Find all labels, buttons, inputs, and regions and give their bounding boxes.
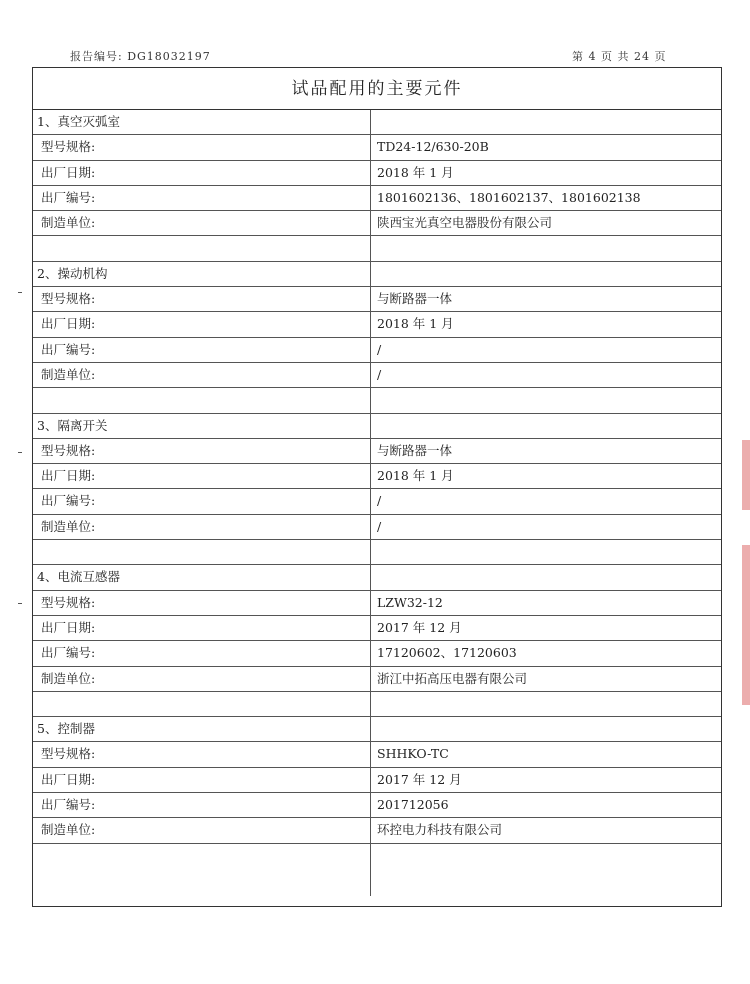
field-value <box>371 414 721 438</box>
field-value <box>371 236 721 260</box>
binding-mark <box>18 452 22 453</box>
field-value: / <box>377 518 382 534</box>
blank-row <box>33 692 721 717</box>
field-value <box>371 540 721 564</box>
table-title: 试品配用的主要元件 <box>33 68 721 110</box>
field-value: 2018 年 1 月 <box>377 164 454 180</box>
table-row <box>33 287 721 312</box>
field-label: 型号规格: <box>33 287 371 311</box>
field-label: 型号规格: <box>33 439 371 463</box>
table-body <box>33 110 721 844</box>
section-heading: 3、隔离开关 <box>33 414 371 438</box>
table-row <box>33 818 721 843</box>
report-number: 报告编号: DG18032197 <box>70 50 211 63</box>
field-value <box>371 262 721 286</box>
field-value: 1801602136、1801602137、1801602138 <box>377 189 641 205</box>
blank-row <box>33 540 721 565</box>
table-row <box>33 742 721 767</box>
field-label: 出厂日期: <box>33 161 371 185</box>
field-value: 与断路器一体 <box>377 291 453 307</box>
field-value: LZW32-12 <box>377 594 443 610</box>
field-label <box>33 540 371 564</box>
field-label: 出厂日期: <box>33 312 371 336</box>
field-label: 出厂编号: <box>33 793 371 817</box>
field-label: 制造单位: <box>33 211 371 235</box>
field-label: 出厂编号: <box>33 186 371 210</box>
binding-mark <box>18 603 22 604</box>
field-value <box>371 692 721 716</box>
table-row <box>33 793 721 818</box>
binding-mark <box>18 292 22 293</box>
table-row <box>33 161 721 186</box>
field-value: 2018 年 1 月 <box>377 316 454 332</box>
table-row <box>33 768 721 793</box>
table-row <box>33 135 721 160</box>
field-label <box>33 388 371 412</box>
field-label: 制造单位: <box>33 667 371 691</box>
table-row <box>33 338 721 363</box>
field-label: 出厂日期: <box>33 768 371 792</box>
field-label: 制造单位: <box>33 818 371 842</box>
field-value: 浙江中拓高压电器有限公司 <box>377 670 528 686</box>
section-row <box>33 262 721 287</box>
field-label: 制造单位: <box>33 515 371 539</box>
table-row <box>33 616 721 641</box>
field-label: 出厂编号: <box>33 338 371 362</box>
field-label: 出厂编号: <box>33 641 371 665</box>
section-row <box>33 565 721 590</box>
table-row <box>33 439 721 464</box>
seal-stamp-edge <box>742 545 750 705</box>
field-value: 环控电力科技有限公司 <box>377 822 503 838</box>
field-value: 陕西宝光真空电器股份有限公司 <box>377 215 553 231</box>
field-value: 201712056 <box>377 797 449 813</box>
field-label: 型号规格: <box>33 591 371 615</box>
table-row <box>33 211 721 236</box>
field-label: 出厂日期: <box>33 464 371 488</box>
field-value: 2017 年 12 月 <box>377 771 462 787</box>
field-value: 与断路器一体 <box>377 442 453 458</box>
table-row <box>33 515 721 540</box>
field-label: 型号规格: <box>33 135 371 159</box>
table-row <box>33 667 721 692</box>
section-heading: 1、真空灭弧室 <box>33 110 371 134</box>
section-row <box>33 110 721 135</box>
table-row <box>33 363 721 388</box>
field-label <box>33 236 371 260</box>
section-row <box>33 717 721 742</box>
field-label: 制造单位: <box>33 363 371 387</box>
table-row <box>33 489 721 514</box>
blank-row <box>33 388 721 413</box>
field-value <box>371 388 721 412</box>
table-row <box>33 186 721 211</box>
blank-cell <box>371 844 721 896</box>
field-label <box>33 692 371 716</box>
table-trailing-blank <box>33 844 721 896</box>
field-value <box>371 565 721 589</box>
field-value <box>371 110 721 134</box>
table-row <box>33 464 721 489</box>
field-value: TD24-12/630-20B <box>377 139 489 155</box>
section-heading: 2、操动机构 <box>33 262 371 286</box>
field-value: 17120602、17120603 <box>377 645 517 661</box>
field-value: / <box>377 493 382 509</box>
table-row <box>33 591 721 616</box>
section-heading: 5、控制器 <box>33 717 371 741</box>
seal-stamp-edge <box>742 440 750 510</box>
table-row <box>33 312 721 337</box>
blank-row <box>33 236 721 261</box>
field-label: 型号规格: <box>33 742 371 766</box>
field-label: 出厂编号: <box>33 489 371 513</box>
section-heading: 4、电流互感器 <box>33 565 371 589</box>
section-row <box>33 414 721 439</box>
field-value: / <box>377 341 382 357</box>
field-value: / <box>377 366 382 382</box>
field-value: SHHKO-TC <box>377 746 449 762</box>
field-value: 2018 年 1 月 <box>377 468 454 484</box>
field-value: 2017 年 12 月 <box>377 619 462 635</box>
field-value <box>371 717 721 741</box>
table-row <box>33 641 721 666</box>
components-table <box>32 67 722 907</box>
blank-cell <box>33 844 371 896</box>
page-info: 第 4 页 共 24 页 <box>572 50 667 63</box>
field-label: 出厂日期: <box>33 616 371 640</box>
